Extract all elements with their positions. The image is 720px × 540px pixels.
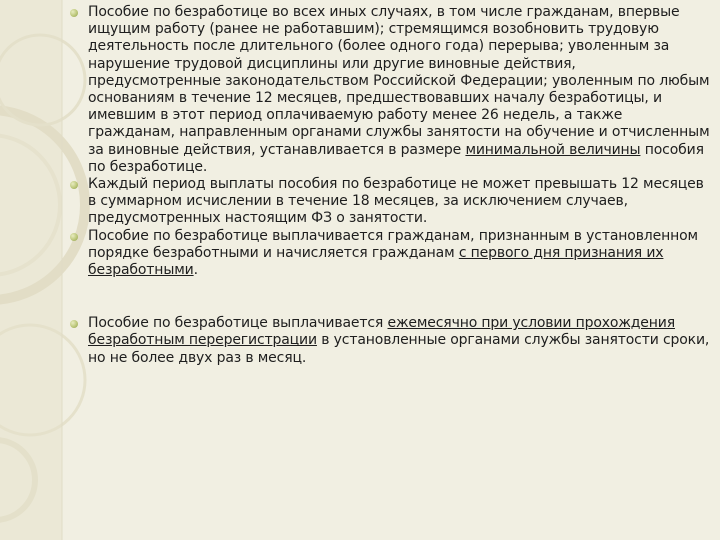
list-item bbox=[70, 176, 710, 228]
item-text: . bbox=[193, 262, 198, 279]
item-text: Каждый период выплаты пособия по безработице не может превышать 12 месяцев в суммарном исчислении в течение 18 месяцев, за исключением случаев, предусмотренных настоящим ФЗ о занятости. bbox=[88, 176, 704, 227]
item-text: в установленные органами службы занятости сроки, но не более двух раз в месяц. bbox=[88, 332, 710, 366]
item-text-underlined: ежемесячно при условии прохождения безработным перерегистрации bbox=[88, 315, 675, 349]
bullet-dot-icon bbox=[70, 9, 78, 17]
item-text-underlined: минимальной величины bbox=[465, 141, 641, 158]
list-item bbox=[70, 4, 710, 176]
bullet-dot-icon bbox=[70, 181, 78, 189]
item-text: пособия по безработице. bbox=[88, 141, 704, 175]
list-item bbox=[70, 228, 710, 280]
item-text: Пособие по безработице во всех иных случаях, в том числе гражданам, впервые ищущим работу (ранее не работавшим); стремящимся возобновить трудовую деятельность после длительного (более одного года) перерыва; уволенным за нарушение трудовой дисциплины или другие виновные действия, предусмотренные законодательством Российской Федерации; уволенным по любым основаниям в течение 12 месяцев, предшествовавших началу безработицы, и имевшим в этот период оплачиваемую работу менее 26 недель, а также гражданам, направленным органами службы занятости на обучение и отчисленным за виновные действия, устанавливается в размере bbox=[88, 4, 710, 158]
item-text: Пособие по безработице выплачивается гражданам, признанным в установленном порядке безработными и начисляется гражданам bbox=[88, 227, 698, 261]
item-text: Пособие по безработице выплачивается bbox=[88, 315, 388, 332]
item-text-underlined: с первого дня признания их безработными bbox=[88, 244, 664, 279]
bullet-dot-icon bbox=[70, 320, 78, 328]
list-item bbox=[70, 315, 710, 367]
spacer bbox=[70, 279, 710, 315]
bullet-dot-icon bbox=[70, 233, 78, 241]
bullet-list bbox=[70, 4, 710, 367]
